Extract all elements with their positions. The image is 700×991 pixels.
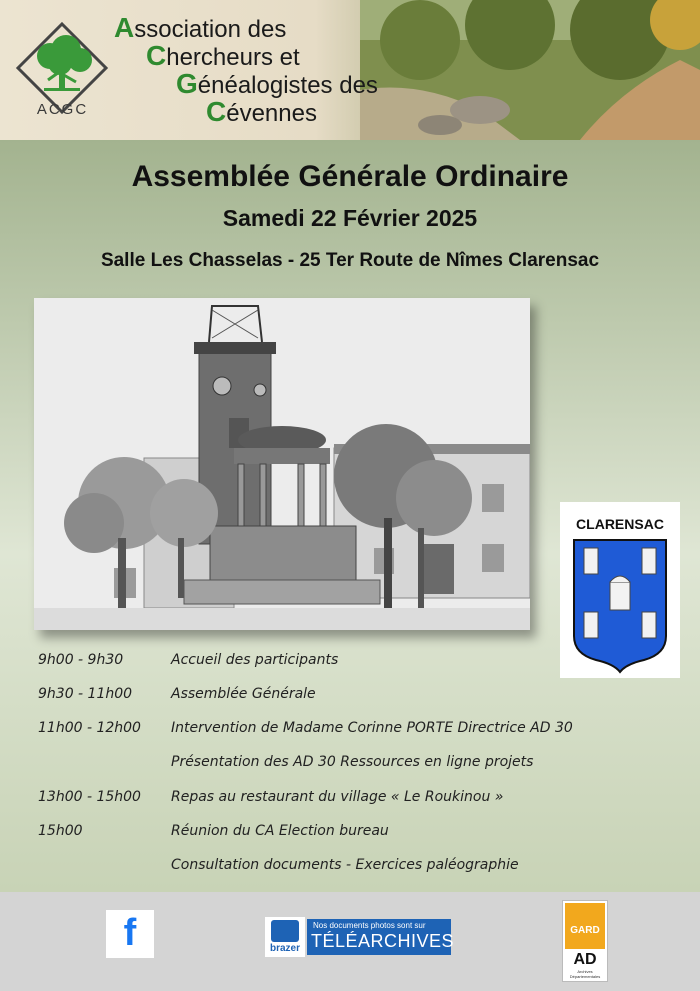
brazer-logo-icon bbox=[265, 917, 305, 957]
schedule-time: 15h00 bbox=[38, 823, 83, 839]
telearchives-name: TÉLÉARCHIVES bbox=[311, 931, 455, 951]
coat-of-arms-shield-icon bbox=[568, 536, 672, 674]
header-banner bbox=[0, 0, 700, 140]
schedule-activity: Réunion du CA Election bureau bbox=[171, 823, 389, 839]
association-line-3: Généalogistes des bbox=[176, 68, 378, 99]
facebook-icon[interactable] bbox=[106, 910, 154, 958]
gard-archives-logo[interactable] bbox=[562, 900, 608, 982]
schedule-activity: Repas au restaurant du village « Le Roukinou » bbox=[171, 789, 504, 805]
clarensac-crest bbox=[560, 502, 680, 678]
gard-name: GARD bbox=[570, 925, 600, 936]
association-line-2: Chercheurs et bbox=[146, 40, 300, 71]
gard-ad-label: AD bbox=[573, 951, 597, 968]
association-line-1: Association des bbox=[114, 12, 287, 43]
telearchives-link[interactable] bbox=[265, 917, 455, 957]
telearchives-banner bbox=[307, 919, 455, 955]
schedule-activity: Présentation des AD 30 Ressources en ligne projets bbox=[171, 754, 534, 770]
event-venue: Salle Les Chasselas - 25 Ter Route de Nîmes Clarensac bbox=[100, 250, 600, 271]
village-drawing-image bbox=[34, 298, 530, 630]
brazer-name: brazer bbox=[269, 943, 300, 954]
landscape-photo bbox=[360, 0, 700, 140]
facebook-glyph: f bbox=[123, 912, 137, 954]
gard-badge bbox=[565, 903, 605, 949]
crest-town-name: CLARENSAC bbox=[576, 516, 664, 532]
schedule-time: 11h00 - 12h00 bbox=[38, 720, 141, 736]
gard-subtitle: Archives Départementales bbox=[569, 969, 601, 979]
schedule-activity: Assemblée Générale bbox=[171, 686, 316, 702]
schedule-activity: Consultation documents - Exercices paléographie bbox=[171, 857, 519, 873]
event-date: Samedi 22 Février 2025 bbox=[222, 205, 478, 231]
schedule-time: 9h00 - 9h30 bbox=[38, 652, 124, 668]
event-title: Assemblée Générale Ordinaire bbox=[131, 160, 569, 193]
association-line-4: Cévennes bbox=[206, 96, 317, 127]
schedule-time: 9h30 - 11h00 bbox=[38, 686, 133, 702]
schedule-activity: Intervention de Madame Corinne PORTE Directrice AD 30 bbox=[171, 720, 573, 736]
schedule-activity: Accueil des participants bbox=[171, 652, 339, 668]
telearchives-tagline: Nos documents photos sont sur bbox=[313, 921, 426, 930]
schedule-time: 13h00 - 15h00 bbox=[38, 789, 141, 805]
logo-acronym: ACGC bbox=[36, 101, 89, 118]
